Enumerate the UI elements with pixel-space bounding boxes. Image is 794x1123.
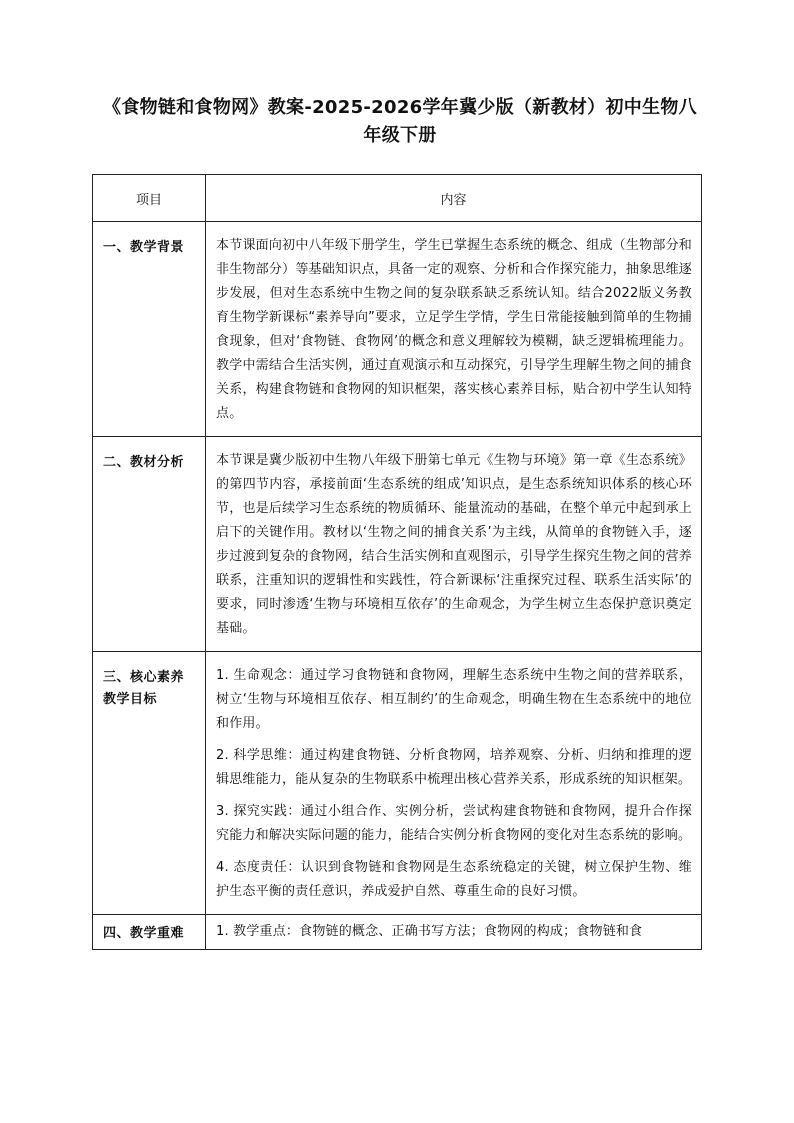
row-item-label: 三、核心素养教学目标 (93, 652, 206, 915)
lesson-plan-table (92, 174, 702, 950)
document-title: 《食物链和食物网》教案-2025-2026学年冀少版（新教材）初中生物八年级下册 (103, 97, 697, 146)
row-content (206, 652, 702, 915)
content-paragraph: 3. 探究实践：通过小组合作、实例分析，尝试构建食物链和食物网，提升合作探究能力和解决实际问题的能力，能结合实例分析食物网的变化对生态系统的影响。 (216, 804, 692, 843)
table-row (93, 652, 702, 915)
row-item-label: 四、教学重难 (93, 915, 206, 950)
table-row (93, 437, 702, 652)
content-paragraph: 本节课是冀少版初中生物八年级下册第七单元《生物与环境》第一章《生态系统》的第四节内容，承接前面‘生态系统的组成’知识点，是生态系统知识体系的核心环节，也是后续学习生态系统的物质循环、能量流动的基础，在整个单元中起到承上启下的关键作用。教材以‘生物之间的捕食关系’为主线，从简单的食物链入手，逐步过渡到复杂的食物网，结合生活实例和直观图示，引导学生探究生物之间的营养联系，注重知识的逻辑性和实践性，符合新课标‘注重探究过程、联系生活实际’的要求，同时渗透‘生物与环境相互依存’的生命观念，为学生树立生态保护意识奠定基础。 (216, 453, 692, 636)
content-paragraph: 4. 态度责任：认识到食物链和食物网是生态系统稳定的关键，树立保护生物、维护生态平衡的责任意识，养成爱护自然、尊重生命的良好习惯。 (216, 860, 692, 899)
content-paragraph: 本节课面向初中八年级下册学生，学生已掌握生态系统的概念、组成（生物部分和非生物部分）等基础知识点，具备一定的观察、分析和合作探究能力，抽象思维逐步发展，但对生态系统中生物之间的复杂联系缺乏系统认知。结合2022版义务教育生物学新课标“素养导向”要求，立足学生学情，学生日常能接触到简单的生物捕食现象，但对‘食物链、食物网’的概念和意义理解较为模糊，缺乏逻辑梳理能力。教学中需结合生活实例，通过直观演示和互动探究，引导学生理解生物之间的捕食关系，构建食物链和食物网的知识框架，落实核心素养目标，贴合初中学生认知特点。 (216, 238, 692, 421)
header-content: 内容 (206, 175, 702, 222)
header-item: 项目 (93, 175, 206, 222)
table-row (93, 915, 702, 950)
row-content (206, 222, 702, 437)
row-item-label: 一、教学背景 (93, 222, 206, 437)
content-paragraph: 2. 科学思维：通过构建食物链、分析食物网，培养观察、分析、归纳和推理的逻辑思维能力，能从复杂的生物联系中梳理出核心营养关系，形成系统的知识框架。 (216, 748, 692, 787)
table-row (93, 222, 702, 437)
row-content (206, 437, 702, 652)
row-content (206, 915, 702, 950)
content-paragraph: 1. 生命观念：通过学习食物链和食物网，理解生态系统中生物之间的营养联系，树立‘生物与环境相互依存、相互制约’的生命观念，明确生物在生态系统中的地位和作用。 (216, 668, 692, 731)
table-header-row (93, 175, 702, 222)
row-item-label: 二、教材分析 (93, 437, 206, 652)
content-paragraph: 1. 教学重点：食物链的概念、正确书写方法；食物网的构成；食物链和食 (216, 924, 643, 939)
